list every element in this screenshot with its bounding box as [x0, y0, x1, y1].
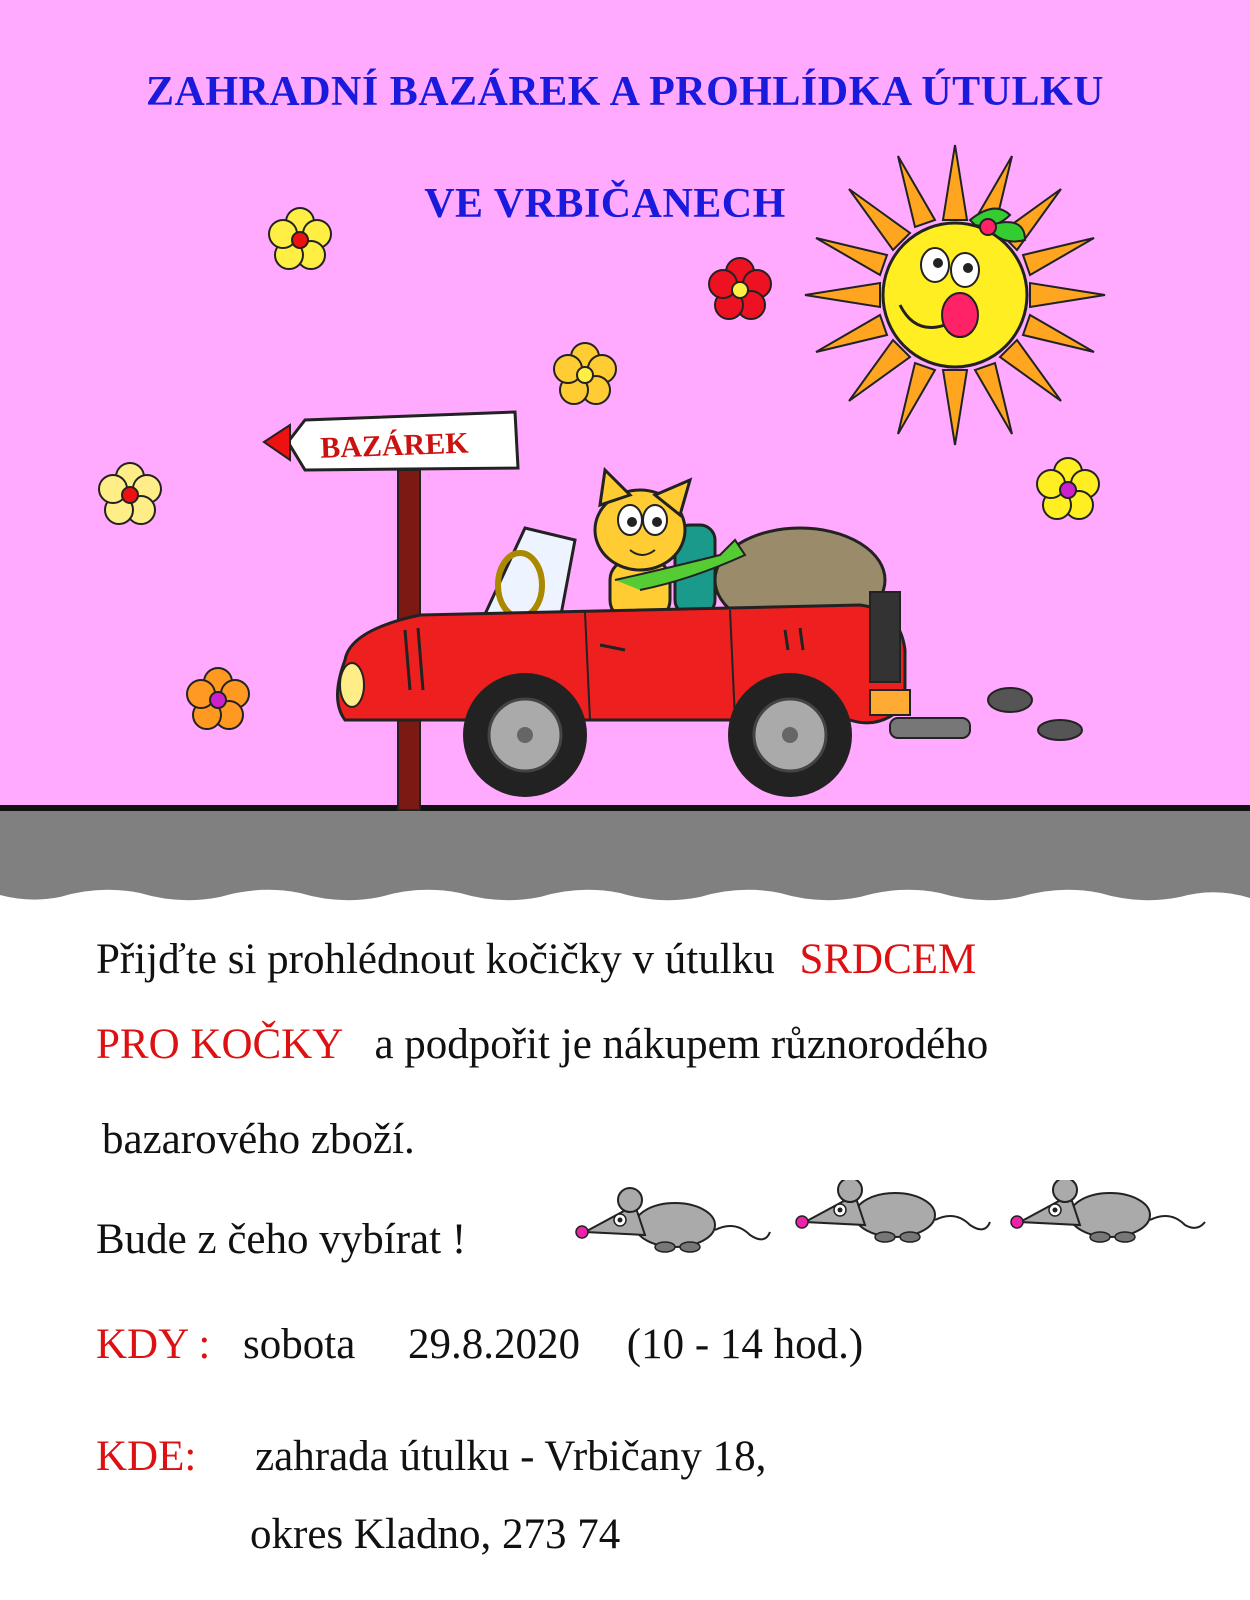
when-label: KDY :	[96, 1321, 211, 1368]
page-title: ZAHRADNÍ BAZÁREK A PROHLÍDKA ÚTULKU	[146, 69, 1104, 115]
paragraph-line-1	[96, 935, 976, 984]
when-date: 29.8.2020	[408, 1321, 581, 1368]
mouse-icon	[1011, 1180, 1205, 1242]
flower-icon	[709, 258, 771, 319]
where-line	[96, 1432, 766, 1481]
where-address-1: zahrada útulku - Vrbičany 18,	[255, 1433, 767, 1480]
flower-icon	[554, 343, 616, 404]
where-address-2: okres Kladno, 273 74	[250, 1511, 621, 1558]
mouse-icon	[796, 1180, 990, 1242]
para-text-1: Přijďte si prohlédnout kočičky v útulku	[96, 936, 775, 983]
car-icon	[338, 470, 1083, 797]
paragraph-line-3: bazarového zboží.	[102, 1116, 415, 1163]
choice-line: Bude z čeho vybírat !	[96, 1216, 467, 1263]
shelter-name-part1: SRDCEM	[799, 936, 977, 983]
when-time: (10 - 14 hod.)	[626, 1321, 864, 1368]
road	[0, 805, 1250, 925]
mice-illustration	[570, 1180, 1210, 1260]
flower-icon	[187, 668, 249, 729]
flower-icon	[1037, 458, 1099, 519]
sign-text: BAZÁREK	[319, 426, 470, 465]
mouse-icon	[576, 1188, 770, 1252]
paragraph-line-2	[96, 1020, 988, 1069]
when-day: sobota	[243, 1321, 356, 1368]
when-line	[96, 1320, 863, 1369]
page-subtitle: VE VRBIČANECH	[424, 181, 786, 227]
flower-icon	[99, 463, 161, 524]
where-label: KDE:	[96, 1433, 197, 1480]
para-text-2: a podpořit je nákupem různorodého	[374, 1021, 989, 1068]
shelter-name-part2: PRO KOČKY	[96, 1021, 342, 1068]
